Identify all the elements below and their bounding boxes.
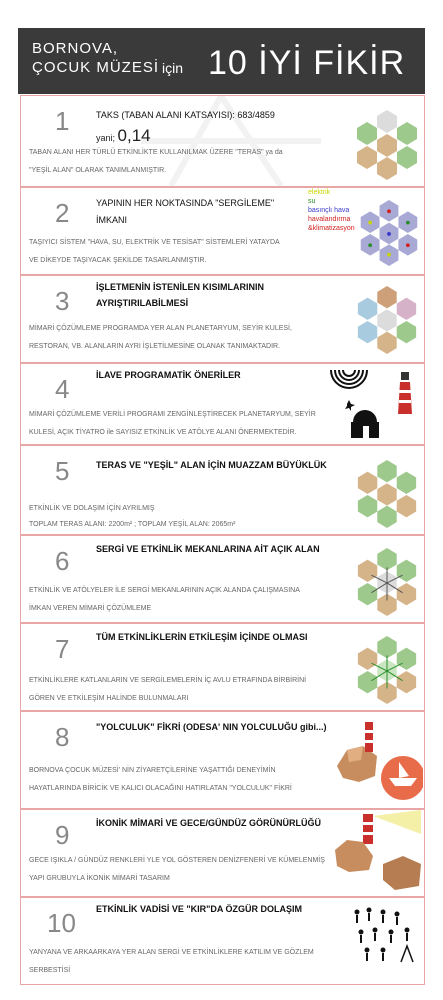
- idea-desc-line2: KULESİ, AÇIK TİYATRO ile SAYISIZ ETKİNLİK VE ATÖLYE ALANI ÖNERMEKTEDİR.: [29, 429, 297, 436]
- legend-klimatizasyon: &klimatizasyon: [308, 225, 355, 232]
- idea-number: 10: [47, 908, 76, 938]
- observatory-icon: [343, 394, 387, 440]
- header-title: 10 İYİ FİKİR: [208, 44, 406, 82]
- lighthouse-icon: [393, 370, 417, 416]
- lighthouse-night-icon: [333, 810, 423, 894]
- idea-title: TAKS (TABAN ALANI KATSAYISI): 683/4859: [96, 110, 275, 120]
- idea-card-8: [20, 711, 425, 809]
- hexagon-cluster-icon: [357, 110, 417, 180]
- hexagon-cluster-icon: [357, 636, 417, 704]
- ratio-label: yani;: [96, 133, 116, 143]
- idea-desc-line2: VE DİKEYDE TAŞIYACAK ŞEKİLDE TASARLANMIŞTIR.: [29, 257, 207, 264]
- idea-number: 9: [55, 820, 70, 850]
- rock-cluster-icon: [333, 716, 423, 806]
- idea-title: İKONİK MİMARİ VE GECE/GÜNDÜZ GÖRÜNÜRLÜĞÜ: [96, 818, 321, 828]
- people-activity-icon: [351, 906, 417, 966]
- idea-desc-line2: HAYATLARINDA BİRİCİK VE KALICI OLACAĞINI HATIRLATAN "YOLCULUK" FİKRİ: [29, 785, 292, 792]
- legend-su: su: [308, 198, 316, 205]
- hexagon-cluster-icon: [357, 460, 417, 528]
- idea-desc-line2: GÖREN VE ETKİLEŞİM HALİNDE BULUNMALARI: [29, 695, 189, 702]
- idea-title: SERGİ VE ETKİNLİK MEKANLARINA AİT AÇIK ALAN: [96, 544, 320, 554]
- idea-desc-line2: SERBESTİSİ: [29, 967, 71, 974]
- idea-title: "YOLCULUK" FİKRİ (ODESA' NIN YOLCULUĞU gibi...): [96, 722, 327, 732]
- ratio-value: 0,14: [117, 126, 151, 145]
- legend-elektrik: elektrik: [308, 189, 331, 196]
- idea-number: 7: [55, 634, 70, 664]
- idea-desc-line2: İMKAN VEREN MİMARİ ÇÖZÜMLEME: [29, 605, 152, 612]
- idea-card-10: [20, 897, 425, 985]
- idea-title-line2: İMKANI: [96, 215, 128, 225]
- idea-title: İLAVE PROGRAMATİK ÖNERİLER: [96, 370, 241, 380]
- idea-desc-line1: GECE IŞIKLA / GÜNDÜZ RENKLERİ YLE YOL GÖSTEREN DENİZFENERİ VE KÜMELENMİŞ: [29, 857, 325, 864]
- idea-number: 3: [55, 286, 70, 316]
- idea-number: 6: [55, 546, 70, 576]
- header-icin: için: [162, 60, 184, 76]
- header-line2: ÇOCUK MÜZESİ: [32, 59, 160, 76]
- idea-desc-line1: ETKİNLİKLERE KATLANLARIN VE SERGİLEMELERİN İÇ AVLU ETRAFINDA BİRBİRİNİ: [29, 677, 307, 684]
- idea-desc-line1: MİMARİ ÇÖZÜMLEME PROGRAMDA YER ALAN PLANETARYUM, SEYİR KULESİ,: [29, 325, 292, 332]
- header-line1: BORNOVA,: [32, 40, 119, 57]
- idea-desc-line1: YANYANA VE ARKAARKAYA YER ALAN SERGİ VE ETKİNLİKLERE KATILIM VE GÖZLEM: [29, 949, 314, 956]
- idea-card-2: [20, 187, 425, 275]
- idea-card-9: [20, 809, 425, 897]
- idea-card-5: [20, 445, 425, 535]
- idea-card-4: [20, 363, 425, 445]
- idea-card-3: [20, 275, 425, 363]
- hexagon-cluster-icon: [357, 548, 417, 616]
- idea-desc-line1: MİMARİ ÇÖZÜMLEME VERİLİ PROGRAMI ZENGİNLEŞTİRECEK PLANETARYUM, SEYİR: [29, 411, 316, 418]
- idea-desc-line1: TAŞIYICI SİSTEM "HAVA, SU, ELEKTRİK VE TESİSAT" SİSTEMLERİ YATAYDA: [29, 239, 280, 246]
- idea-title: TÜM ETKİNLİKLERİN ETKİLEŞİM İÇİNDE OLMASI: [96, 632, 308, 642]
- systems-legend: [308, 188, 355, 233]
- idea-card-7: [20, 623, 425, 711]
- idea-card-6: [20, 535, 425, 623]
- idea-desc-line2: YAPI GRUBUYLA İKONİK MİMARİ TASARIM: [29, 875, 170, 882]
- idea-number: 2: [55, 198, 70, 228]
- legend-havalandirma: havalandırma: [308, 216, 351, 223]
- idea-desc-line2: RESTORAN, VB. ALANLARIN AYRI İŞLETİLMESİNE OLANAK TANIMAKTADIR.: [29, 343, 281, 350]
- idea-card-1: [20, 95, 425, 187]
- page-header: [18, 28, 425, 94]
- idea-desc-line1: ETKİNLİK VE ATÖLYELER İLE SERGİ MEKANLARININ AÇIK ALANDA ÇALIŞMASINA: [29, 587, 300, 594]
- idea-desc-line1: BORNOVA ÇOCUK MÜZESİ' NİN ZİYARETÇİLERİNE YAŞATTIĞI DENEYİMİN: [29, 767, 276, 774]
- ratio-line: [96, 126, 151, 146]
- legend-basincli-hava: basınçlı hava: [308, 207, 350, 214]
- hexagon-cluster-icon: [359, 200, 419, 266]
- idea-title-line1: YAPININ HER NOKTASINDA "SERGİLEME": [96, 198, 275, 208]
- idea-number: 4: [55, 374, 70, 404]
- idea-desc-line1: TABAN ALANI HER TÜRLÜ ETKİNLİKTE KULLANILMAK ÜZERE "TERAS" ya da: [29, 149, 283, 156]
- idea-desc-line2: "YEŞİL ALAN" OLARAK TANIMLANMIŞTIR.: [29, 167, 167, 174]
- planetarium-icon: [329, 366, 369, 392]
- idea-desc-line1: ETKİNLİK VE DOLAŞIM İÇİN AYRILMIŞ: [29, 505, 155, 512]
- idea-title: ETKİNLİK VADİSİ VE "KIR"DA ÖZGÜR DOLAŞIM: [96, 904, 303, 914]
- hexagon-cluster-icon: [357, 286, 417, 354]
- idea-title-line1: İŞLETMENİN İSTENİLEN KISIMLARININ: [96, 282, 265, 292]
- idea-number: 8: [55, 722, 70, 752]
- idea-number: 1: [55, 106, 70, 136]
- idea-title: TERAS VE "YEŞİL" ALAN İÇİN MUAZZAM BÜYÜKLÜK: [96, 460, 327, 470]
- idea-desc-line2: TOPLAM TERAS ALANI: 2200m² ; TOPLAM YEŞİL ALAN: 2065m²: [29, 521, 236, 528]
- idea-title-line2: AYRIŞTIRILABİLMESİ: [96, 298, 189, 308]
- idea-number: 5: [55, 456, 70, 486]
